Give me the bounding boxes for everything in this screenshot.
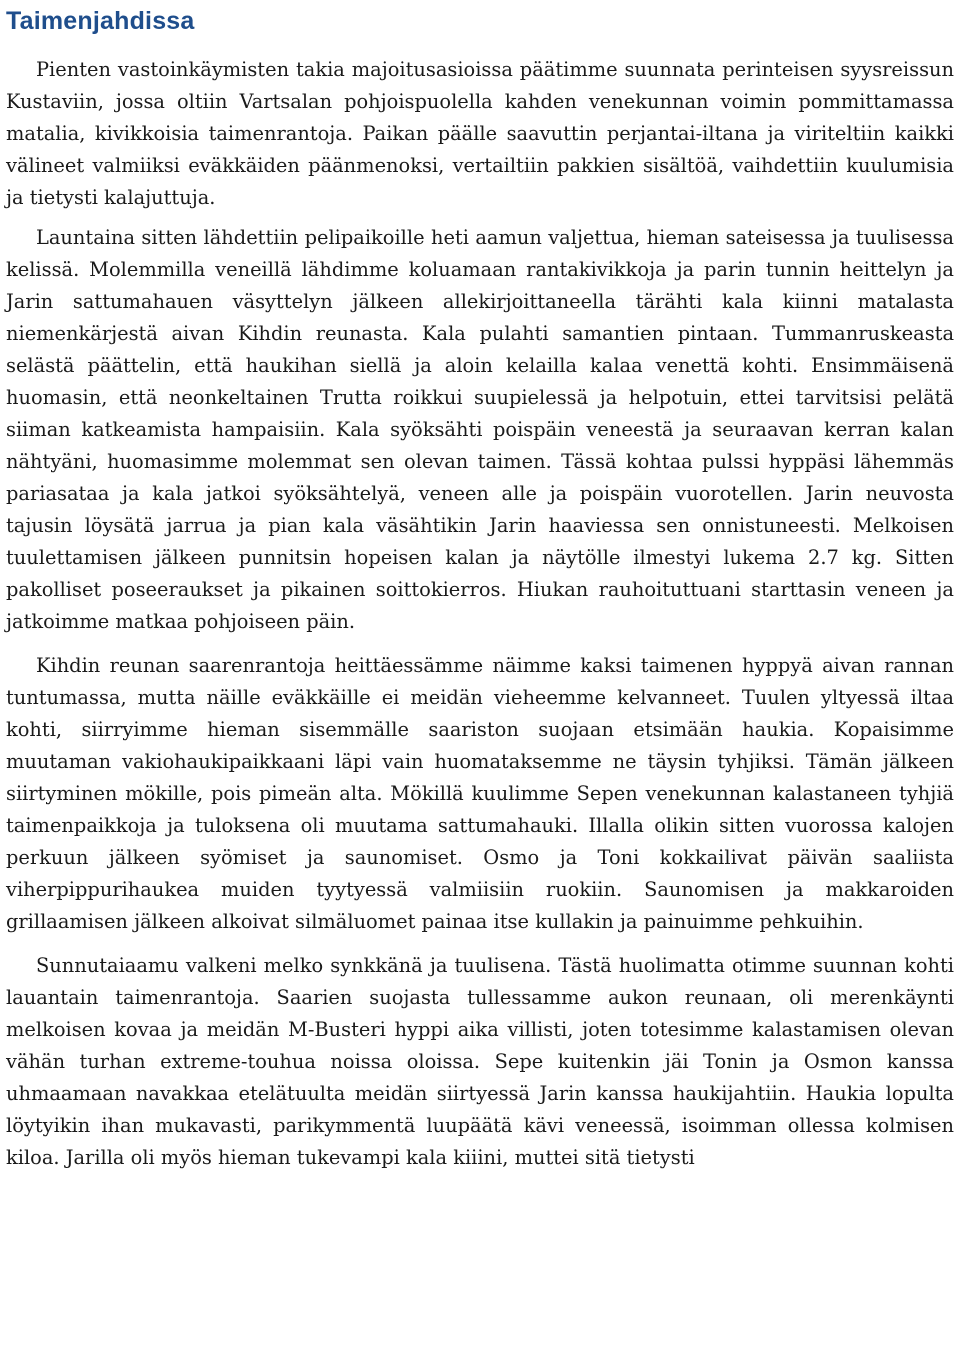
article-body xyxy=(6,54,954,1174)
paragraph-arrival: Pienten vastoinkäymisten takia majoitusasioissa päätimme suunnata perinteisen syysreissun Kustaviin, jossa oltiin Vartsalan pohjoispuolella kahden venekunnan voimin pommittamassa matalia, kivikkoisia taimenrantoja. Paikan päälle saavuttin perjantai-iltana ja viriteltiin kaikki välineet valmiiksi eväkkäiden päänmenoksi, vertailtiin pakkien sisältöä, vaihdettiin kuulumisia ja tietysti kalajuttuja. xyxy=(6,58,954,209)
paragraph-saturday-catch: Launtaina sitten lähdettiin pelipaikoille heti aamun valjettua, hieman sateisessa ja tuulisessa kelissä. Molemmilla veneillä lähdimme koluamaan rantakivikkoja ja parin tunnin heittelyn ja Jarin sattumahauen väsyttelyn jälkeen allekirjoittaneella tärähti kala kiinni matalasta niemenkärjestä aivan Kihdin reunasta. Kala pulahti samantien pintaan. Tummanruskeasta selästä päättelin, että haukihan siellä ja aloin kelailla kalaa venettä kohti. Ensimmäisenä huomasin, että neonkeltainen Trutta roikkui suupielessä ja helpotuin, ettei tarvitsisi pelätä siiman katkeamista hampaisiin. Kala syöksähti poispäin veneestä ja seuraavan kerran kalan nähtyäni, huomasimme molemmat sen olevan taimen. Tässä kohtaa pulssi hyppäsi lähemmäs pariasataa ja kala jatkoi syöksähtelyä, veneen alle ja poispäin vuorotellen. Jarin neuvosta tajusin löysätä jarrua ja pian kala väsähtikin Jarin haaviessa sen onnistuneesti. Melkoisen tuulettamisen jälkeen punnitsin hopeisen kalan ja näytölle ilmestyi lukema 2.7 kg. Sitten pakolliset poseeraukset ja pikainen soittokierros. Hiukan rauhoituttuani starttasin veneen ja jatkoimme matkaa pohjoiseen päin. xyxy=(6,226,954,633)
article-title: Taimenjahdissa xyxy=(6,7,195,35)
paragraph-sunday: Sunnutaiaamu valkeni melko synkkänä ja tuulisena. Tästä huolimatta otimme suunnan kohti lauantain taimenrantoja. Saarien suojasta tullessamme aukon reunaan, oli merenkäynti melkoisen kovaa ja meidän M-Busteri hyppi aika villisti, joten totesimme kalastamisen olevan vähän turhan extreme-touhua noissa oloissa. Sepe kuitenkin jäi Tonin ja Osmon kanssa uhmaamaan navakkaa etelätuulta meidän siirtyessä Jarin kanssa haukijahtiin. Haukia lopulta löytyikin ihan mukavasti, parikymmentä luupäätä kävi veneessä, isoimman ollessa kolmisen kiloa. Jarilla oli myös hieman tukevampi kala kiiini, muttei sitä tietysti xyxy=(6,954,954,1169)
paragraph-saturday-evening: Kihdin reunan saarenrantoja heittäessämme näimme kaksi taimenen hyppyä aivan rannan tuntumassa, mutta näille eväkkäille ei meidän vieheemme kelvanneet. Tuulen yltyessä iltaa kohti, siirryimme hieman sisemmälle saariston suojaan etsimään haukia. Kopaisimme muutaman vakiohaukipaikkaani läpi vain huomataksemme ne täysin tyhjiksi. Tämän jälkeen siirtyminen mökille, pois pimeän alta. Mökillä kuulimme Sepen venekunnan kalastaneen tyhjiä taimenpaikkoja ja tuloksena oli muutama sattumahauki. Illalla olikin sitten vuorossa kalojen perkuun jälkeen syömiset ja saunomiset. Osmo ja Toni kokkailivat päivän saaliista viherpippurihaukea muiden tyytyessä valmiisiin ruokiin. Saunomisen ja makkaroiden grillaamisen jälkeen alkoivat silmäluomet painaa itse kullakin ja painuimme pehkuihin. xyxy=(6,654,954,933)
